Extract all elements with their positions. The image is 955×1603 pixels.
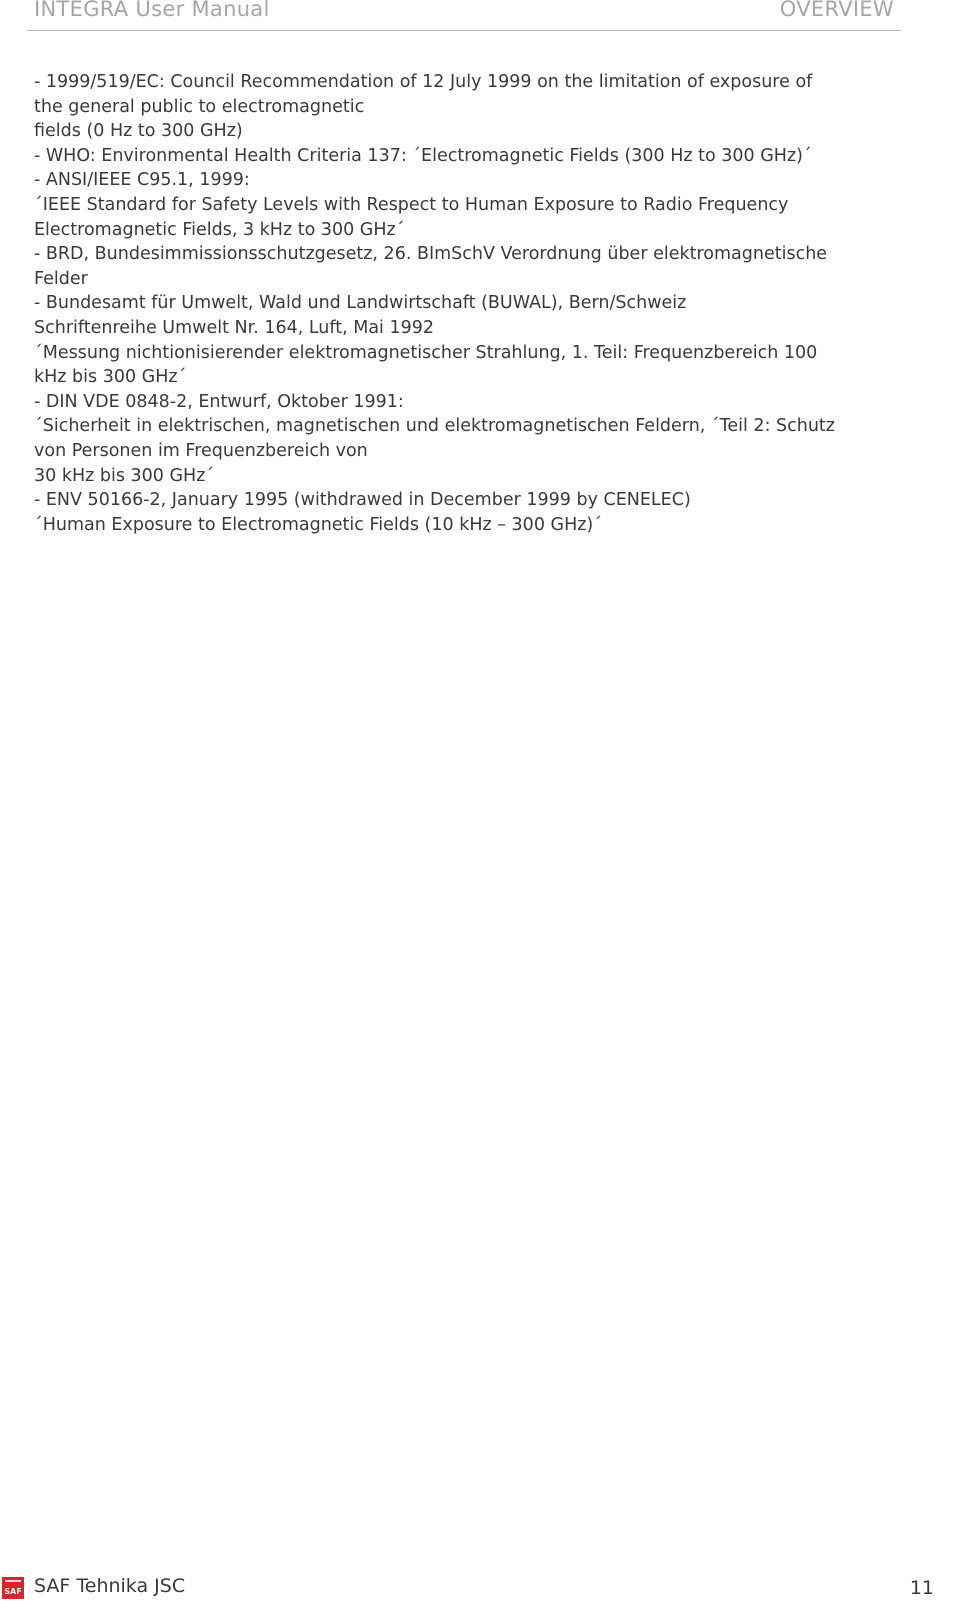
references-list <box>34 70 904 537</box>
company-name: SAF Tehnika JSC <box>34 1575 186 1597</box>
text-line: - ANSI/IEEE C95.1, 1999: <box>34 170 250 191</box>
text-line: ´Messung nichtionisierender elektromagnetischer Strahlung, 1. Teil: Frequenzbereich 100 <box>34 342 818 363</box>
text-line: ´Human Exposure to Electromagnetic Fields (10 kHz – 300 GHz)´ <box>34 514 602 535</box>
manual-title: INTEGRA User Manual <box>34 0 270 21</box>
text-line: - ENV 50166-2, January 1995 (withdrawed in December 1999 by CENELEC) <box>34 490 691 511</box>
text-line: 30 kHz bis 300 GHz´ <box>34 465 215 486</box>
text-line: ´Sicherheit in elektrischen, magnetischen und elektromagnetischen Feldern, ´Teil 2: Schutz <box>34 416 835 437</box>
text-line: - DIN VDE 0848-2, Entwurf, Oktober 1991: <box>34 391 404 412</box>
page-header <box>27 0 901 31</box>
text-line: ´IEEE Standard for Safety Levels with Respect to Human Exposure to Radio Frequency <box>34 194 789 215</box>
text-line: Felder <box>34 268 88 289</box>
section-title: OVERVIEW <box>779 0 894 21</box>
text-line: - WHO: Environmental Health Criteria 137: ´Electromagnetic Fields (300 Hz to 300 GHz)´ <box>34 145 812 166</box>
text-line: von Personen im Frequenzbereich von <box>34 440 368 461</box>
text-line: - 1999/519/EC: Council Recommendation of 12 July 1999 on the limitation of exposure of <box>34 72 813 92</box>
text-line: Electromagnetic Fields, 3 kHz to 300 GHz´ <box>34 219 405 240</box>
text-line: Schriftenreihe Umwelt Nr. 164, Luft, Mai 1992 <box>34 317 435 338</box>
page-number: 11 <box>909 1577 934 1599</box>
saf-logo <box>2 1577 24 1599</box>
text-line: kHz bis 300 GHz´ <box>34 367 187 388</box>
text-line: fields (0 Hz to 300 GHz) <box>34 121 243 142</box>
text-line: - BRD, Bundesimmissionsschutzgesetz, 26. BImSchV Verordnung über elektromagnetische <box>34 244 828 265</box>
logo-text: SAF <box>4 1587 22 1596</box>
text-line: - Bundesamt für Umwelt, Wald und Landwirtschaft (BUWAL), Bern/Schweiz <box>34 293 687 314</box>
text-line: the general public to electromagnetic <box>34 96 365 117</box>
